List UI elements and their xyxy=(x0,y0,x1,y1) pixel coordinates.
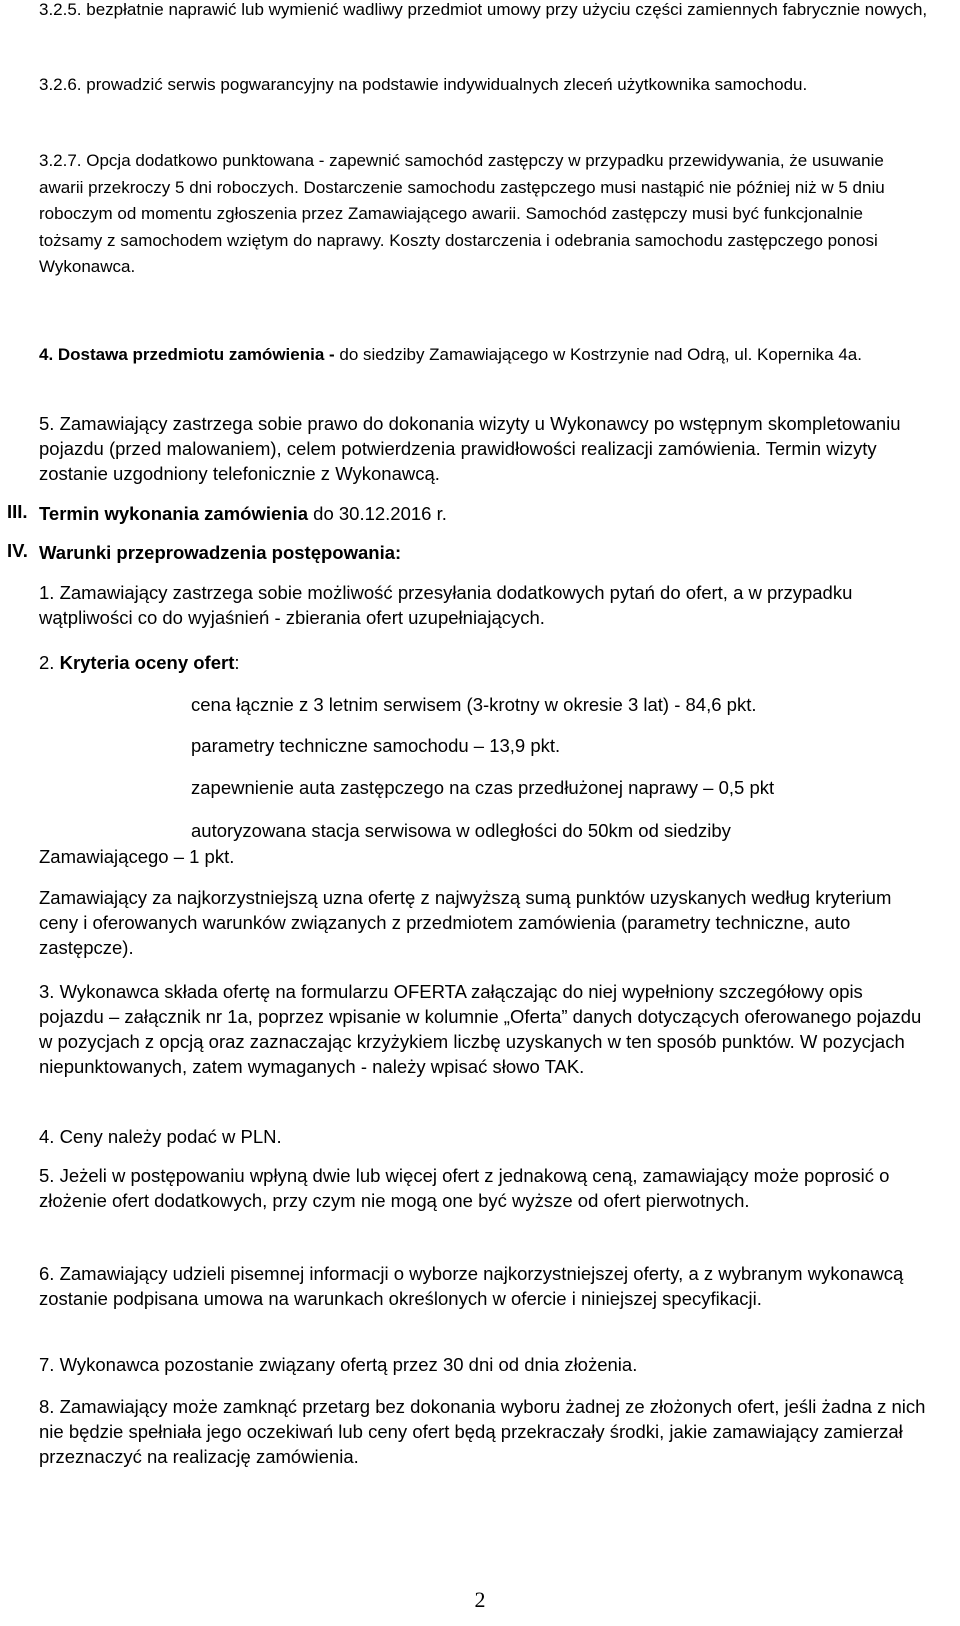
section-3-date: do 30.12.2016 r. xyxy=(308,503,447,524)
condition-2-number: 2. xyxy=(39,652,60,673)
section-4-number: IV. xyxy=(7,540,28,561)
condition-1: 1. Zamawiający zastrzega sobie możliwość przesyłania dodatkowych pytań do ofert, a w przypadku wątpliwości co do wyjaśnień - zbierania ofert uzupełniających. xyxy=(39,582,853,628)
condition-4: 4. Ceny należy podać w PLN. xyxy=(39,1126,282,1147)
section-3-heading xyxy=(39,501,929,526)
condition-7: 7. Wykonawca pozostanie związany ofertą przez 30 dni od dnia złożenia. xyxy=(39,1354,638,1375)
criterion-service-station: autoryzowana stacja serwisowa w odległości do 50km od siedziby xyxy=(191,820,731,841)
criteria-summary: Zamawiający za najkorzystniejszą uzna ofertę z najwyższą sumą punktów uzyskanych według kryterium ceny i oferowanych warunków związanych z przedmiotem zamówienia (parametry techniczne, auto zastępcze). xyxy=(39,887,892,958)
criteria-title: Kryteria oceny ofert xyxy=(59,652,235,673)
clause-5: 5. Zamawiający zastrzega sobie prawo do dokonania wizyty u Wykonawcy po wstępnym skompletowaniu pojazdu (przed malowaniem), celem potwierdzenia prawidłowości realizacji zamówienia. Termin wizyty zostanie uzgodniony telefonicznie z Wykonawcą. xyxy=(39,413,901,484)
criteria-colon: : xyxy=(234,652,240,673)
condition-2-heading xyxy=(39,650,929,675)
condition-6: 6. Zamawiający udzieli pisemnej informacji o wyborze najkorzystniejszej oferty, a z wybranym wykonawcą zostanie podpisana umowa na warunkach określonych w ofercie i niniejszej specyfikacji. xyxy=(39,1263,904,1309)
clause-4 xyxy=(39,342,929,369)
section-4-title: Warunki przeprowadzenia postępowania: xyxy=(39,542,402,563)
clause-4-text: do siedziby Zamawiającego w Kostrzynie nad Odrą, ul. Kopernika 4a. xyxy=(334,345,862,364)
criterion-replacement-car: zapewnienie auta zastępczego na czas przedłużonej naprawy – 0,5 pkt xyxy=(191,777,775,798)
section-3-number: III. xyxy=(7,501,28,522)
clause-3-2-7: 3.2.7. Opcja dodatkowo punktowana - zapewnić samochód zastępczy w przypadku przewidywania, że usuwanie awarii przekroczy 5 dni roboczych. Dostarczenie samochodu zastępczego musi nastąpić nie później niż w 5 dniu roboczym od momentu zgłoszenia przez Zamawiającego awarii. Samochód zastępczy musi być funkcjonalnie tożsamy z samochodem wziętym do naprawy. Koszty dostarczenia i odebrania samochodu zastępczego ponosi Wykonawca. xyxy=(39,151,885,276)
criterion-service-station-cont: Zamawiającego – 1 pkt. xyxy=(39,846,235,867)
section-3-title: Termin wykonania zamówienia xyxy=(39,503,309,524)
criterion-price: cena łącznie z 3 letnim serwisem (3-krotny w okresie 3 lat) - 84,6 pkt. xyxy=(191,694,757,715)
clause-3-2-5: 3.2.5. bezpłatnie naprawić lub wymienić wadliwy przedmiot umowy przy użyciu części zamiennych fabrycznie nowych, xyxy=(39,0,928,19)
clause-4-heading: 4. Dostawa przedmiotu zamówienia - xyxy=(39,345,335,364)
condition-8: 8. Zamawiający może zamknąć przetarg bez dokonania wyboru żadnej ze złożonych ofert, jeśli żadna z nich nie będzie spełniała jego oczekiwań lub ceny ofert będą przekraczały środki, jakie zamawiający zamierzał przeznaczyć na realizację zamówienia. xyxy=(39,1396,926,1467)
condition-3: 3. Wykonawca składa ofertę na formularzu OFERTA załączając do niej wypełniony szczegółowy opis pojazdu – załącznik nr 1a, poprzez wpisanie w kolumnie „Oferta” danych dotyczących oferowanego pojazdu w pozycjach z opcją oraz zaznaczając krzyżykiem liczbę uzyskanych w ten sposób punktów. W pozycjach niepunktowanych, zatem wymaganych - należy wpisać słowo TAK. xyxy=(39,981,922,1077)
clause-3-2-6: 3.2.6. prowadzić serwis pogwarancyjny na podstawie indywidualnych zleceń użytkownika samochodu. xyxy=(39,75,808,94)
criterion-technical: parametry techniczne samochodu – 13,9 pkt. xyxy=(191,735,561,756)
condition-5: 5. Jeżeli w postępowaniu wpłyną dwie lub więcej ofert z jednakową ceną, zamawiający może poprosić o złożenie ofert dodatkowych, przy czym nie mogą one być wyższe od ofert pierwotnych. xyxy=(39,1165,890,1211)
page-number: 2 xyxy=(474,1587,486,1612)
